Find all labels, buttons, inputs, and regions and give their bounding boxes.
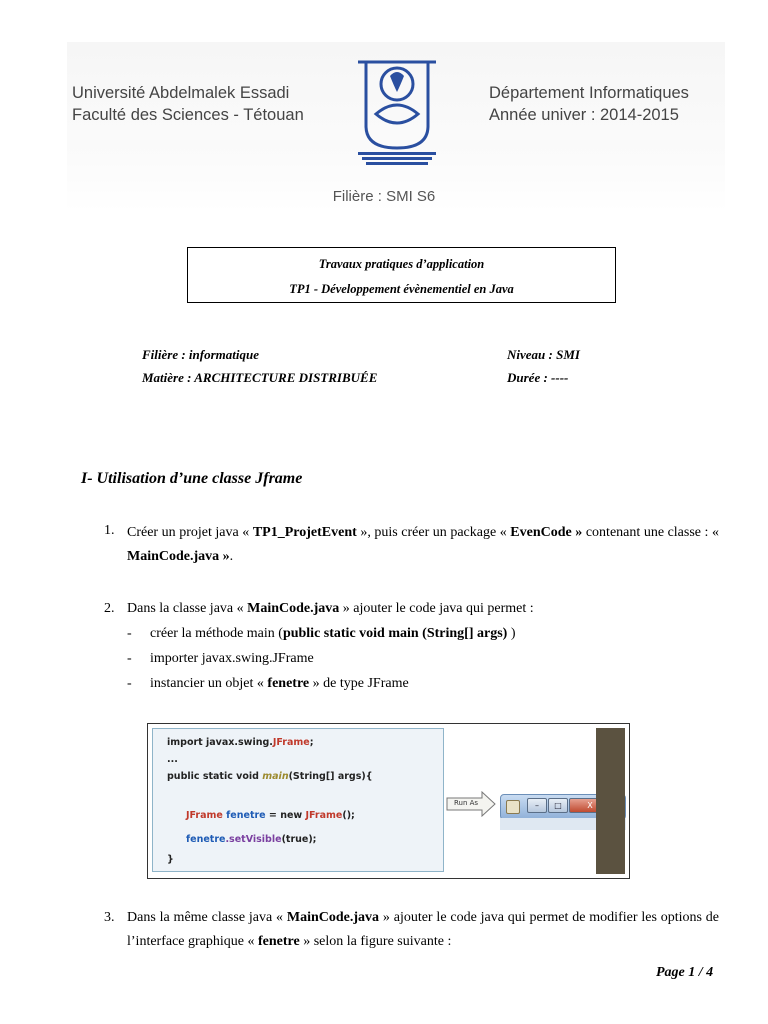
title-line-1: Travaux pratiques d’application: [318, 257, 485, 271]
item-2-text: [127, 597, 719, 621]
maximize-button[interactable]: □: [548, 798, 568, 813]
bullet-1-text: [150, 626, 516, 642]
academic-year: Année univer : 2014-2015: [489, 106, 679, 124]
code-token: .setVisible: [225, 834, 282, 845]
text-run: instancier un objet «: [150, 676, 268, 691]
close-button[interactable]: X: [569, 798, 611, 813]
code-token: ;: [309, 737, 314, 748]
meta-matiere: Matière : ARCHITECTURE DISTRIBUÉE: [142, 370, 378, 385]
code-token: import javax.swing.: [167, 737, 273, 748]
section-heading: I- Utilisation d’une classe Jframe: [81, 470, 303, 487]
bullet-dash-2: -: [127, 651, 132, 666]
run-as-label: Run As: [454, 799, 479, 807]
code-line-1: [167, 737, 314, 748]
page-number: Page 1 / 4: [656, 965, 714, 980]
code-line-2: ...: [167, 754, 178, 765]
code-line-5: [186, 834, 316, 845]
text-run: contenant une classe : «: [582, 525, 720, 540]
university-block: [72, 82, 304, 126]
main-signature: public static void main (String[] args): [282, 626, 508, 641]
text-run: » selon la figure suivante :: [299, 934, 452, 949]
class-name: MainCode.java: [286, 910, 380, 925]
text-run: Créer un projet java «: [127, 525, 253, 540]
class-name: MainCode.java: [247, 601, 340, 616]
text-run: » de type JFrame: [309, 676, 409, 691]
item-number-1: 1.: [104, 523, 115, 538]
code-line-6: }: [167, 854, 174, 865]
text-run: Dans la même classe java «: [127, 910, 287, 925]
text-run: ): [507, 626, 516, 641]
bullet-dash-3: -: [127, 676, 132, 691]
class-name: MainCode.java »: [127, 549, 230, 564]
code-token: JFrame: [186, 810, 227, 821]
item-number-3: 3.: [104, 910, 115, 925]
code-token: JFrame: [305, 810, 343, 821]
code-token: = new: [265, 810, 306, 821]
code-token: JFrame: [272, 737, 310, 748]
code-figure: [147, 723, 630, 879]
department-name: Département Informatiques: [489, 84, 689, 102]
desktop-strip: [596, 728, 625, 874]
text-run: Dans la classe java «: [127, 601, 248, 616]
title-line-2: TP1 - Développement évènementiel en Java: [289, 282, 514, 296]
code-token: (String[] args){: [288, 771, 373, 782]
faculty-name: Faculté des Sciences - Tétouan: [72, 106, 304, 124]
object-name: fenetre: [267, 676, 310, 691]
text-run: » ajouter le code java qui permet de modifier les options de l’interface graphique «: [127, 910, 720, 949]
bullet-dash-1: -: [127, 626, 132, 641]
university-logo-icon: [352, 56, 442, 166]
university-name: Université Abdelmalek Essadi: [72, 84, 290, 102]
code-token: main: [262, 771, 289, 782]
code-token: ();: [342, 810, 355, 821]
project-name: TP1_ProjetEvent: [252, 525, 357, 540]
java-icon: [506, 800, 520, 814]
meta-duree: Durée : ----: [507, 370, 569, 385]
code-token: fenetre: [186, 834, 226, 845]
minimize-button[interactable]: –: [527, 798, 547, 813]
bullet-3-text: [150, 676, 409, 692]
text-run: », puis créer un package «: [356, 525, 511, 540]
bullet-2-text: importer javax.swing.JFrame: [150, 651, 314, 666]
banner-filiere: Filière : SMI S6: [332, 188, 436, 205]
item-1-text: [127, 521, 719, 569]
code-token: public static void: [167, 771, 263, 782]
item-3-text: [127, 906, 719, 954]
text-run: .: [229, 549, 234, 564]
object-name: fenetre: [258, 934, 300, 949]
code-token: (true);: [281, 834, 317, 845]
code-line-4: [186, 810, 355, 821]
meta-filiere: Filière : informatique: [142, 347, 259, 362]
text-run: » ajouter le code java qui permet :: [339, 601, 534, 616]
title-box: [187, 247, 616, 303]
department-block: [489, 82, 689, 126]
text-run: créer la méthode main (: [150, 626, 283, 641]
code-panel: [152, 728, 444, 872]
package-name: EvenCode »: [510, 525, 583, 540]
code-line-3: [167, 771, 372, 782]
code-token: fenetre: [226, 810, 266, 821]
meta-niveau: Niveau : SMI: [507, 347, 580, 362]
item-number-2: 2.: [104, 601, 115, 616]
